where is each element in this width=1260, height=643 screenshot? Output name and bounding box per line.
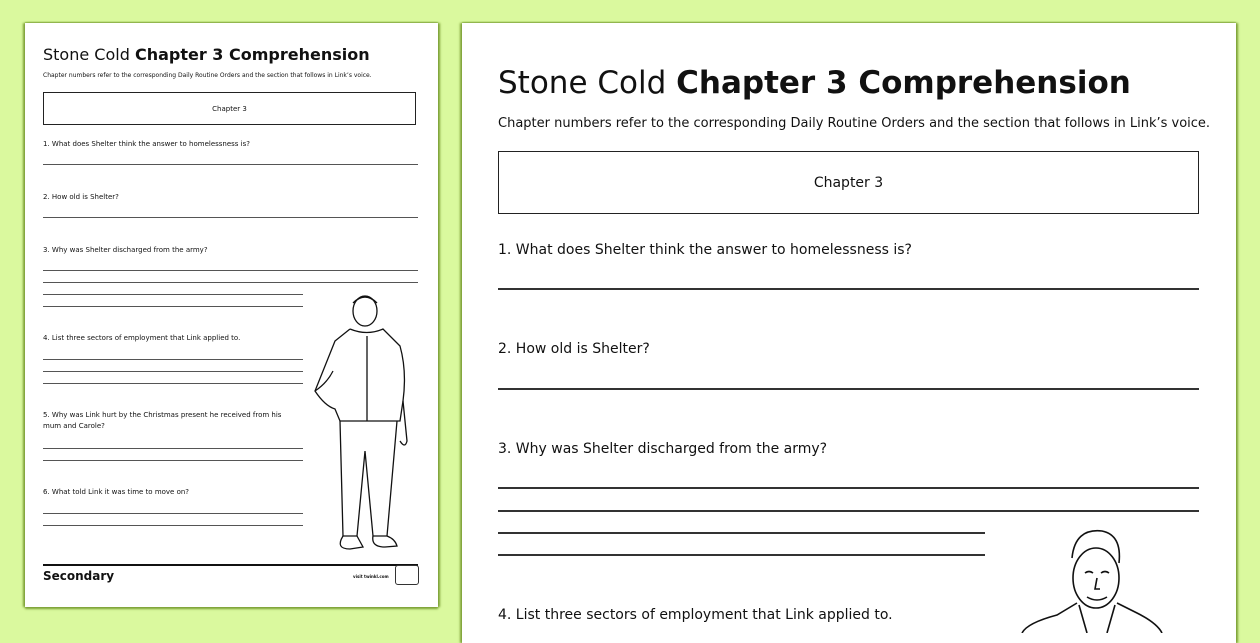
answer-line [43, 294, 303, 295]
worksheet-title [43, 45, 370, 64]
man-illustration [1017, 523, 1167, 633]
twinkl-logo-icon [395, 565, 419, 585]
title-light: Stone Cold [498, 65, 667, 101]
title-light: Stone Cold [43, 45, 130, 64]
title-bold: Chapter 3 Comprehension [676, 65, 1131, 101]
question-1: 1. What does Shelter think the answer to homelessness is? [43, 140, 250, 148]
question-5-line-1: 5. Why was Link hurt by the Christmas present he received from his [43, 411, 282, 419]
chapter-box [43, 92, 416, 125]
chapter-box [498, 151, 1199, 214]
man-illustration [305, 291, 415, 556]
question-3: 3. Why was Shelter discharged from the army? [498, 441, 828, 457]
answer-line [43, 282, 418, 283]
chapter-label: Chapter 3 [813, 174, 884, 191]
answer-line [43, 217, 418, 218]
answer-line [498, 388, 1199, 390]
answer-line [43, 164, 418, 165]
worksheet-thumbnail[interactable] [25, 23, 438, 607]
question-3: 3. Why was Shelter discharged from the army? [43, 246, 208, 254]
chapter-label: Chapter 3 [212, 104, 247, 113]
question-6: 6. What told Link it was time to move on? [43, 488, 190, 496]
answer-line [498, 288, 1199, 290]
answer-line [43, 371, 303, 372]
subtitle: Chapter numbers refer to the corresponding Daily Routine Orders and the section that follows in Link’s voice. [498, 116, 1211, 131]
answer-line [498, 532, 985, 534]
footer-divider [43, 564, 418, 566]
answer-line [43, 525, 303, 526]
answer-line [43, 383, 303, 384]
answer-line [498, 554, 985, 556]
question-2: 2. How old is Shelter? [498, 341, 650, 357]
answer-line [43, 306, 303, 307]
question-1: 1. What does Shelter think the answer to homelessness is? [498, 242, 912, 258]
answer-line [43, 359, 303, 360]
footer-visit-link[interactable]: visit twinkl.com [353, 574, 389, 579]
question-4: 4. List three sectors of employment that Link applied to. [43, 334, 241, 342]
answer-line [43, 270, 418, 271]
footer-label: Secondary [43, 569, 115, 583]
question-2: 2. How old is Shelter? [43, 193, 119, 201]
worksheet-preview[interactable] [462, 23, 1236, 643]
worksheet-title [498, 65, 1131, 101]
answer-line [43, 448, 303, 449]
answer-line [498, 487, 1199, 489]
question-4: 4. List three sectors of employment that Link applied to. [498, 607, 893, 623]
question-5-line-2: mum and Carole? [43, 422, 105, 430]
title-bold: Chapter 3 Comprehension [134, 45, 370, 64]
subtitle: Chapter numbers refer to the corresponding Daily Routine Orders and the section that follows in Link’s voice. [43, 72, 372, 79]
answer-line [498, 510, 1199, 512]
answer-line [43, 460, 303, 461]
answer-line [43, 513, 303, 514]
